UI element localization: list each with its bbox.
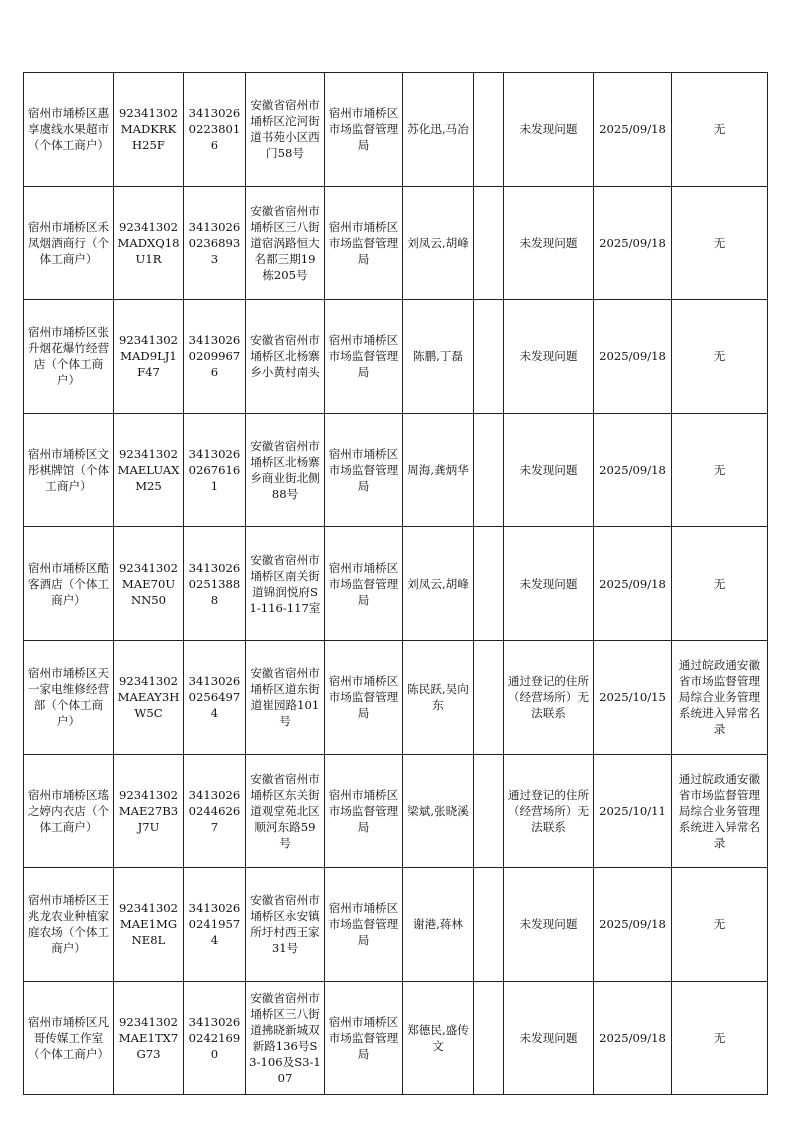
table-row [24,527,768,641]
registration-number-cell: 341302602368933 [184,186,246,300]
inspectors-cell: 陈民跃,吴向东 [403,640,474,754]
registration-number-cell: 341302602421690 [184,981,246,1095]
registration-number-cell: 341302602419574 [184,868,246,982]
inspection-finding-cell: 通过登记的住所（经营场所）无法联系 [504,754,594,868]
entity-name-cell: 宿州市埇桥区禾凤烟酒商行（个体工商户） [24,186,114,300]
entity-name-cell: 宿州市埇桥区惠享虞线水果超市（个体工商户） [24,73,114,187]
blank-cell [474,527,504,641]
authority-cell: 宿州市埇桥区市场监督管理局 [325,981,403,1095]
inspection-finding-cell: 未发现问题 [504,73,594,187]
inspectors-cell: 陈鹏,丁磊 [403,300,474,414]
handling-result-cell: 无 [672,981,768,1095]
authority-cell: 宿州市埇桥区市场监督管理局 [325,754,403,868]
handling-result-cell: 无 [672,300,768,414]
table-row [24,868,768,982]
entity-name-cell: 宿州市埇桥区天一家电维修经营部（个体工商户） [24,640,114,754]
authority-cell: 宿州市埇桥区市场监督管理局 [325,300,403,414]
credit-code-cell: 92341302MAE1TX7G73 [114,981,184,1095]
address-cell: 安徽省宿州市埇桥区南关街道锦润悦府S1-116-117室 [246,527,325,641]
inspection-finding-cell: 未发现问题 [504,527,594,641]
table-row [24,640,768,754]
table-row [24,754,768,868]
inspectors-cell: 刘凤云,胡峰 [403,186,474,300]
credit-code-cell: 92341302MAE1MGNE8L [114,868,184,982]
inspectors-cell: 苏化迅,马冶 [403,73,474,187]
handling-result-cell: 无 [672,73,768,187]
table-body [24,73,768,1095]
blank-cell [474,413,504,527]
entity-name-cell: 宿州市埇桥区文彤棋牌馆（个体工商户） [24,413,114,527]
inspection-finding-cell: 未发现问题 [504,300,594,414]
blank-cell [474,73,504,187]
authority-cell: 宿州市埇桥区市场监督管理局 [325,527,403,641]
inspection-date-cell: 2025/09/18 [594,981,672,1095]
inspection-date-cell: 2025/10/15 [594,640,672,754]
inspectors-cell: 梁斌,张晓溪 [403,754,474,868]
credit-code-cell: 92341302MAD9LJ1F47 [114,300,184,414]
inspection-date-cell: 2025/09/18 [594,527,672,641]
table-row [24,413,768,527]
handling-result-cell: 无 [672,527,768,641]
credit-code-cell: 92341302MAE70UNN50 [114,527,184,641]
registration-number-cell: 341302602564974 [184,640,246,754]
inspection-date-cell: 2025/09/18 [594,186,672,300]
table-row [24,186,768,300]
credit-code-cell: 92341302MADXQ18U1R [114,186,184,300]
inspectors-cell: 周海,龚炳华 [403,413,474,527]
registration-number-cell: 341302602099676 [184,300,246,414]
inspectors-cell: 刘凤云,胡峰 [403,527,474,641]
address-cell: 安徽省宿州市埇桥区永安镇所圩村西王家31号 [246,868,325,982]
inspectors-cell: 郑德民,盛传文 [403,981,474,1095]
inspection-finding-cell: 通过登记的住所（经营场所）无法联系 [504,640,594,754]
entity-name-cell: 宿州市埇桥区瑤之婷内衣店（个体工商户） [24,754,114,868]
credit-code-cell: 92341302MAELUAXM25 [114,413,184,527]
inspection-date-cell: 2025/10/11 [594,754,672,868]
handling-result-cell: 通过皖政通安徽省市场监督管理局综合业务管理系统进入异常名录 [672,754,768,868]
registration-number-cell: 341302602238016 [184,73,246,187]
blank-cell [474,186,504,300]
inspectors-cell: 谢港,蒋林 [403,868,474,982]
blank-cell [474,754,504,868]
registration-number-cell: 341302602513888 [184,527,246,641]
address-cell: 安徽省宿州市埇桥区三八街道拂晓新城双新路136号S3-106及S3-107 [246,981,325,1095]
table-row [24,300,768,414]
blank-cell [474,640,504,754]
handling-result-cell: 无 [672,186,768,300]
address-cell: 安徽省宿州市埇桥区北杨寨乡小黄村南头 [246,300,325,414]
entity-name-cell: 宿州市埇桥区凡哥传媒工作室（个体工商户） [24,981,114,1095]
credit-code-cell: 92341302MAEAY3HW5C [114,640,184,754]
address-cell: 安徽省宿州市埇桥区沱河街道书苑小区西门58号 [246,73,325,187]
credit-code-cell: 92341302MADKRKH25F [114,73,184,187]
inspection-date-cell: 2025/09/18 [594,868,672,982]
address-cell: 安徽省宿州市埇桥区三八街道宿涡路恒大名都三期19栋205号 [246,186,325,300]
authority-cell: 宿州市埇桥区市场监督管理局 [325,73,403,187]
inspection-date-cell: 2025/09/18 [594,413,672,527]
inspection-finding-cell: 未发现问题 [504,186,594,300]
address-cell: 安徽省宿州市埇桥区道东街道崔园路101号 [246,640,325,754]
address-cell: 安徽省宿州市埇桥区东关街道观堂苑北区顺河东路59号 [246,754,325,868]
inspection-finding-cell: 未发现问题 [504,868,594,982]
table-row [24,981,768,1095]
inspection-finding-cell: 未发现问题 [504,981,594,1095]
handling-result-cell: 通过皖政通安徽省市场监督管理局综合业务管理系统进入异常名录 [672,640,768,754]
entity-name-cell: 宿州市埇桥区张升烟花爆竹经营店（个体工商户） [24,300,114,414]
entity-name-cell: 宿州市埇桥区酷客酒店（个体工商户） [24,527,114,641]
inspection-finding-cell: 未发现问题 [504,413,594,527]
registration-number-cell: 341302602446267 [184,754,246,868]
address-cell: 安徽省宿州市埇桥区北杨寨乡商业街北侧88号 [246,413,325,527]
handling-result-cell: 无 [672,413,768,527]
table-row [24,73,768,187]
inspection-date-cell: 2025/09/18 [594,300,672,414]
authority-cell: 宿州市埇桥区市场监督管理局 [325,640,403,754]
registration-number-cell: 341302602676161 [184,413,246,527]
entity-name-cell: 宿州市埇桥区王兆龙农业种植家庭农场（个体工商户） [24,868,114,982]
authority-cell: 宿州市埇桥区市场监督管理局 [325,413,403,527]
credit-code-cell: 92341302MAE27B3J7U [114,754,184,868]
inspection-results-table [23,72,768,1095]
blank-cell [474,981,504,1095]
blank-cell [474,868,504,982]
blank-cell [474,300,504,414]
handling-result-cell: 无 [672,868,768,982]
inspection-date-cell: 2025/09/18 [594,73,672,187]
authority-cell: 宿州市埇桥区市场监督管理局 [325,868,403,982]
authority-cell: 宿州市埇桥区市场监督管理局 [325,186,403,300]
